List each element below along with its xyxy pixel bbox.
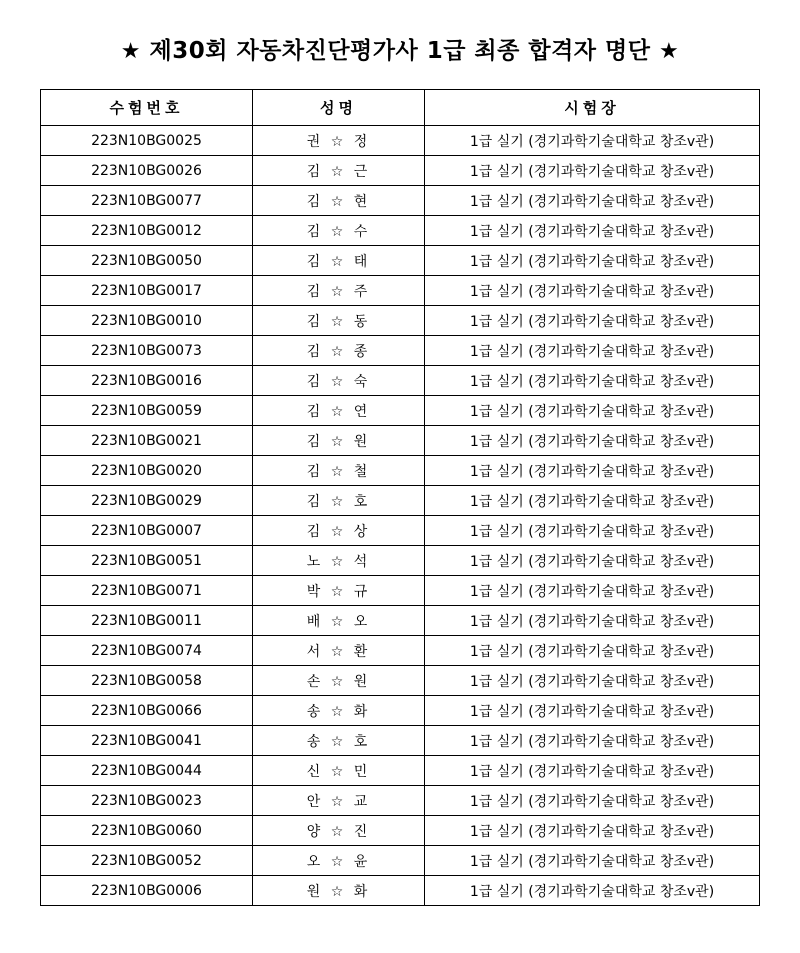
exam-number-cell: 223N10BG0073 (41, 336, 253, 366)
table-row (41, 636, 760, 666)
table-row (41, 366, 760, 396)
name-cell: 신 ☆ 민 (253, 756, 425, 786)
name-cell: 김 ☆ 상 (253, 516, 425, 546)
exam-number-cell: 223N10BG0017 (41, 276, 253, 306)
venue-cell: 1급 실기 (경기과학기술대학교 창조v관) (425, 216, 760, 246)
header-exam-number: 수험번호 (41, 90, 253, 126)
name-cell: 배 ☆ 오 (253, 606, 425, 636)
exam-number-cell: 223N10BG0029 (41, 486, 253, 516)
table-row (41, 666, 760, 696)
table-row (41, 426, 760, 456)
table-row (41, 336, 760, 366)
name-cell: 김 ☆ 종 (253, 336, 425, 366)
star-left-icon: ★ (120, 39, 141, 64)
name-cell: 안 ☆ 교 (253, 786, 425, 816)
exam-number-cell: 223N10BG0011 (41, 606, 253, 636)
name-cell: 김 ☆ 숙 (253, 366, 425, 396)
name-cell: 김 ☆ 호 (253, 486, 425, 516)
venue-cell: 1급 실기 (경기과학기술대학교 창조v관) (425, 516, 760, 546)
table-row (41, 216, 760, 246)
star-right-icon: ★ (659, 39, 680, 64)
venue-cell: 1급 실기 (경기과학기술대학교 창조v관) (425, 396, 760, 426)
venue-cell: 1급 실기 (경기과학기술대학교 창조v관) (425, 126, 760, 156)
exam-number-cell: 223N10BG0020 (41, 456, 253, 486)
page-title-text: 제30회 자동차진단평가사 1급 최종 합격자 명단 (149, 38, 651, 64)
venue-cell: 1급 실기 (경기과학기술대학교 창조v관) (425, 756, 760, 786)
table-row (41, 846, 760, 876)
table-row (41, 126, 760, 156)
venue-cell: 1급 실기 (경기과학기술대학교 창조v관) (425, 546, 760, 576)
venue-cell: 1급 실기 (경기과학기술대학교 창조v관) (425, 666, 760, 696)
table-row (41, 816, 760, 846)
table-row (41, 186, 760, 216)
table-row (41, 276, 760, 306)
passer-list-table (40, 89, 760, 906)
table-row (41, 606, 760, 636)
exam-number-cell: 223N10BG0023 (41, 786, 253, 816)
exam-number-cell: 223N10BG0050 (41, 246, 253, 276)
name-cell: 김 ☆ 주 (253, 276, 425, 306)
venue-cell: 1급 실기 (경기과학기술대학교 창조v관) (425, 186, 760, 216)
venue-cell: 1급 실기 (경기과학기술대학교 창조v관) (425, 246, 760, 276)
table-row (41, 396, 760, 426)
venue-cell: 1급 실기 (경기과학기술대학교 창조v관) (425, 306, 760, 336)
exam-number-cell: 223N10BG0074 (41, 636, 253, 666)
exam-number-cell: 223N10BG0021 (41, 426, 253, 456)
name-cell: 김 ☆ 원 (253, 426, 425, 456)
name-cell: 김 ☆ 동 (253, 306, 425, 336)
table-row (41, 756, 760, 786)
name-cell: 김 ☆ 연 (253, 396, 425, 426)
table-row (41, 876, 760, 906)
venue-cell: 1급 실기 (경기과학기술대학교 창조v관) (425, 786, 760, 816)
table-row (41, 726, 760, 756)
name-cell: 손 ☆ 원 (253, 666, 425, 696)
exam-number-cell: 223N10BG0059 (41, 396, 253, 426)
table-row (41, 456, 760, 486)
exam-number-cell: 223N10BG0052 (41, 846, 253, 876)
venue-cell: 1급 실기 (경기과학기술대학교 창조v관) (425, 636, 760, 666)
exam-number-cell: 223N10BG0025 (41, 126, 253, 156)
name-cell: 양 ☆ 진 (253, 816, 425, 846)
venue-cell: 1급 실기 (경기과학기술대학교 창조v관) (425, 486, 760, 516)
table-row (41, 546, 760, 576)
table-row (41, 156, 760, 186)
venue-cell: 1급 실기 (경기과학기술대학교 창조v관) (425, 156, 760, 186)
exam-number-cell: 223N10BG0044 (41, 756, 253, 786)
name-cell: 서 ☆ 환 (253, 636, 425, 666)
exam-number-cell: 223N10BG0010 (41, 306, 253, 336)
table-row (41, 246, 760, 276)
exam-number-cell: 223N10BG0016 (41, 366, 253, 396)
header-venue: 시험장 (425, 90, 760, 126)
name-cell: 김 ☆ 태 (253, 246, 425, 276)
venue-cell: 1급 실기 (경기과학기술대학교 창조v관) (425, 336, 760, 366)
venue-cell: 1급 실기 (경기과학기술대학교 창조v관) (425, 276, 760, 306)
table-body (41, 126, 760, 906)
name-cell: 송 ☆ 화 (253, 696, 425, 726)
exam-number-cell: 223N10BG0066 (41, 696, 253, 726)
table-row (41, 786, 760, 816)
name-cell: 김 ☆ 수 (253, 216, 425, 246)
exam-number-cell: 223N10BG0026 (41, 156, 253, 186)
exam-number-cell: 223N10BG0060 (41, 816, 253, 846)
exam-number-cell: 223N10BG0058 (41, 666, 253, 696)
table-row (41, 576, 760, 606)
exam-number-cell: 223N10BG0051 (41, 546, 253, 576)
name-cell: 김 ☆ 현 (253, 186, 425, 216)
venue-cell: 1급 실기 (경기과학기술대학교 창조v관) (425, 456, 760, 486)
page-title (0, 32, 800, 65)
exam-number-cell: 223N10BG0071 (41, 576, 253, 606)
name-cell: 김 ☆ 근 (253, 156, 425, 186)
exam-number-cell: 223N10BG0041 (41, 726, 253, 756)
venue-cell: 1급 실기 (경기과학기술대학교 창조v관) (425, 726, 760, 756)
venue-cell: 1급 실기 (경기과학기술대학교 창조v관) (425, 816, 760, 846)
venue-cell: 1급 실기 (경기과학기술대학교 창조v관) (425, 366, 760, 396)
name-cell: 권 ☆ 정 (253, 126, 425, 156)
name-cell: 노 ☆ 석 (253, 546, 425, 576)
name-cell: 오 ☆ 윤 (253, 846, 425, 876)
exam-number-cell: 223N10BG0012 (41, 216, 253, 246)
exam-number-cell: 223N10BG0007 (41, 516, 253, 546)
name-cell: 원 ☆ 화 (253, 876, 425, 906)
table-row (41, 696, 760, 726)
venue-cell: 1급 실기 (경기과학기술대학교 창조v관) (425, 606, 760, 636)
name-cell: 송 ☆ 호 (253, 726, 425, 756)
venue-cell: 1급 실기 (경기과학기술대학교 창조v관) (425, 426, 760, 456)
venue-cell: 1급 실기 (경기과학기술대학교 창조v관) (425, 876, 760, 906)
table-row (41, 306, 760, 336)
venue-cell: 1급 실기 (경기과학기술대학교 창조v관) (425, 576, 760, 606)
venue-cell: 1급 실기 (경기과학기술대학교 창조v관) (425, 696, 760, 726)
venue-cell: 1급 실기 (경기과학기술대학교 창조v관) (425, 846, 760, 876)
header-name: 성명 (253, 90, 425, 126)
name-cell: 김 ☆ 철 (253, 456, 425, 486)
exam-number-cell: 223N10BG0006 (41, 876, 253, 906)
exam-number-cell: 223N10BG0077 (41, 186, 253, 216)
table-row (41, 516, 760, 546)
table-header-row (41, 90, 760, 126)
name-cell: 박 ☆ 규 (253, 576, 425, 606)
table-row (41, 486, 760, 516)
